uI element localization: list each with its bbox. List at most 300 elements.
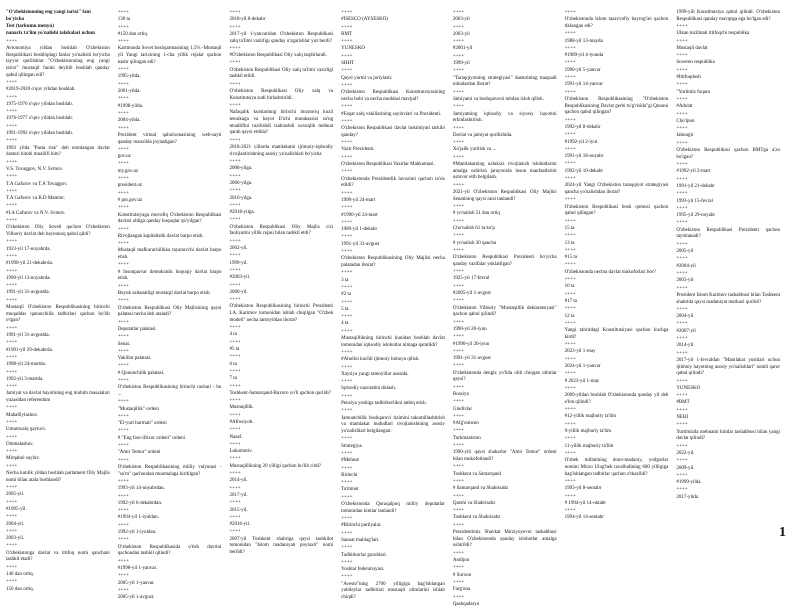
text-line: #2005-yil 1-avgust [452, 291, 491, 297]
text-line: #2 ta [341, 292, 352, 298]
separator-line: ++++ [452, 399, 465, 405]
text-line: 1993-yil 14-noyabrdan. [117, 486, 165, 492]
text-line: 2018-yil 8-dekabr [229, 17, 266, 23]
text-line: #1990-yil 21-dekabrda. [6, 261, 53, 267]
text-line: Nafaqalik kurslarinng birinchi muxtoriq kuzil tenuikaga va hayot Il'ichi mutahassisi so'ng muallifini tuzilishdi izahlashdi xuxuqlik mehnat qarab qaysi etdida? [229, 110, 334, 136]
separator-line: ++++ [564, 478, 576, 484]
text-line: 1976-1977 o'quv yilidan boshlab. [6, 116, 74, 122]
text-line: Yurtimizda mehnatni kimlar tashabbusi bilan yangi davlat qilindi? [676, 429, 781, 442]
separator-line: ++++ [229, 398, 241, 404]
separator-line: ++++ [564, 277, 576, 283]
separator-line: ++++ [341, 219, 353, 225]
text-line: "Mustaqillik" ordeni [117, 406, 159, 412]
separator-line: ++++ [341, 465, 353, 471]
separator-line: ++++ [341, 328, 353, 334]
separator-line: ++++ [341, 24, 353, 30]
separator-line: ++++ [117, 241, 129, 247]
text-line: 1991-yil 31-avgustda. [6, 290, 50, 296]
separator-line: ++++ [564, 176, 576, 182]
text-line: 2008-yilga. [229, 166, 253, 172]
text-line: #ISESCO (AYSESKO) [341, 17, 389, 23]
text-line: 1994-yil 14-sentabr [564, 515, 604, 521]
separator-line: ++++ [676, 162, 688, 168]
separator-line: ++++ [341, 140, 353, 146]
separator-line: ++++ [117, 205, 129, 211]
separator-line: ++++ [564, 262, 576, 268]
text-line: Prezident Islom Karimov tashabbusi bilan Toshkent shahrida qaysi madaniyat markazi qurildi? [676, 292, 781, 305]
separator-line: ++++ [341, 574, 353, 580]
text-line: Qarshi va Shahrisabz [452, 500, 496, 506]
text-line: #1991-yil 29-dekabrda. [6, 347, 53, 353]
separator-line: ++++ [229, 441, 241, 447]
text-line: Qaysi yurtni va joriylash: [341, 75, 393, 81]
text-line: 1992-yil 10-dekabr [564, 168, 604, 174]
separator-line: ++++ [117, 81, 129, 87]
text-line: Ommalashuv. [6, 441, 34, 447]
text-line: #1989-yil 4-iyunda [564, 53, 604, 59]
text-line: 1992-yil 6-dekabrdan. [117, 500, 163, 506]
separator-line: ++++ [117, 161, 129, 167]
text-line: Rivojlangan kapitalistik davlat barpo etish. [117, 233, 204, 239]
text-line: O'zbekiston Vilhoriy "Mustaqillik deklaratsiyasi" qachon qabul qilindi? [452, 305, 557, 318]
text-line: #Ittifoqdosh [676, 75, 701, 81]
text-line: O'zbekistonda Qoraqalpoq milliy deputatlar tomonidan kimlar tanlandi? [341, 502, 445, 514]
text-line: 2005-yil. [6, 492, 25, 498]
text-line: O'zbekiston Respublikasining birinchi Prezidenti I.A. Karimov tomonidan ishlab chiqilgan "O'zbek modeli" necha tamoyildan iborat? [229, 304, 334, 323]
separator-line: ++++ [564, 75, 576, 81]
separator-line: ++++ [117, 262, 129, 268]
text-line: Tadbirkorlar guruhlari. [341, 552, 387, 558]
text-line: Avtonomiya yildan boshlab O'zbekiston Respublikasi boshliqdagi fanlar yo'nalishi bo'yicha tayyor qurilishlar "O'zbekistonning eng yangi tarixi" mustaqil fanini deyilib boshlab qanday qabul qilingan edi? [6, 45, 110, 78]
separator-line: ++++ [6, 514, 18, 520]
text-line: #2018-yilga. [229, 210, 255, 216]
separator-line: ++++ [6, 499, 18, 505]
separator-line: ++++ [6, 80, 18, 85]
text-line: Cho'nalish 61 ta ko'p [452, 225, 495, 231]
separator-line: ++++ [676, 82, 688, 88]
text-line: O'zbekiston Respublikasi davlat hokimiyati tarkibi qanday? [341, 126, 445, 138]
separator-line: ++++ [341, 559, 353, 565]
separator-line: ++++ [117, 96, 129, 102]
separator-line: ++++ [229, 81, 241, 87]
text-line: Andijon [452, 558, 470, 564]
separator-line: ++++ [564, 10, 576, 15]
text-line: #2019-2020 o'quv yilidan boshlab. [6, 87, 76, 93]
separator-line: ++++ [564, 356, 576, 362]
separator-line: ++++ [117, 125, 129, 131]
separator-line: ++++ [676, 321, 688, 327]
text-line: O'zbekistonga davlat va ittifoq nomi qanchani tashkil etadi? [6, 550, 110, 563]
separator-line: ++++ [676, 422, 688, 428]
text-line: Jahongir [676, 133, 694, 139]
text-line: 1991-yil 14-yanvar [564, 82, 604, 88]
text-line: Umumxalq qaytuvi. [6, 427, 46, 433]
separator-line: ++++ [229, 471, 241, 477]
separator-line: ++++ [452, 508, 465, 514]
text-line: 1993-yil 15-fevral [676, 198, 713, 204]
text-line: Qashqadaryo [452, 601, 480, 607]
separator-line: ++++ [117, 443, 129, 449]
separator-line: ++++ [229, 456, 241, 462]
separator-line: ++++ [341, 379, 353, 385]
separator-line: ++++ [676, 306, 688, 312]
text-line: 1999-yil. [229, 260, 248, 266]
text-line: my.gov.uz [117, 168, 139, 174]
text-line: 1993-yil 8-sentabr [564, 486, 602, 492]
text-line: 1923-yil 17-noyabrda. [6, 246, 51, 252]
text-line: Vazir Prezidenti. [341, 147, 375, 153]
text-column-7 [676, 10, 780, 561]
separator-line: ++++ [341, 270, 353, 276]
text-line: Mustaqillikning 20 yilligi qachon bo'lib o'tdi? [229, 463, 322, 469]
separator-line: ++++ [452, 413, 465, 419]
text-line: 1998-yil 24-martda. [6, 362, 46, 368]
text-line: O'zbekiston Respublikasi Konstitutsiyasining necha bobi va necha moddasi mavjud? [341, 90, 445, 102]
separator-line: ++++ [564, 450, 576, 456]
separator-line: ++++ [117, 348, 129, 354]
separator-line: ++++ [341, 349, 353, 355]
separator-line: ++++ [676, 378, 688, 384]
text-line: 11-yillik majburiy ta'lim [564, 443, 614, 449]
text-line: #2001-yil [452, 46, 473, 52]
separator-line: ++++ [229, 217, 241, 223]
separator-line: ++++ [452, 182, 465, 188]
separator-line: ++++ [676, 53, 688, 59]
separator-line: ++++ [676, 270, 688, 276]
separator-line: ++++ [341, 393, 353, 399]
separator-line: ++++ [564, 291, 576, 297]
separator-line: ++++ [117, 587, 129, 593]
text-line: 1991-yil 21-dekabr [676, 183, 715, 189]
separator-line: ++++ [676, 205, 688, 211]
separator-line: ++++ [6, 564, 18, 570]
text-line: 2023-yil 1-may [564, 349, 596, 355]
separator-line: ++++ [564, 407, 576, 413]
page-number: 1 [779, 525, 786, 540]
text-line: #1995-yil. [6, 506, 27, 512]
separator-line: ++++ [117, 176, 129, 182]
separator-line: ++++ [452, 140, 465, 146]
separator-line: ++++ [676, 487, 688, 493]
text-line: 13 ta [564, 240, 575, 246]
text-line: # Samarqand va Shahrisabz [452, 486, 509, 492]
text-line: 9-yillik majburiy ta'lim [564, 429, 612, 435]
text-line: 2005-yil [676, 249, 694, 255]
text-line: 1991-yil 18-noyabr [564, 154, 604, 160]
text-line: Rossiya [452, 391, 469, 397]
text-line: 2000-yil. [229, 289, 248, 295]
text-line: Jamiyat va davlat hayotining eng muhim masalalari yuzasidan referendum [6, 391, 110, 404]
text-line: #Afg'oniston [452, 421, 479, 427]
text-line: #Faqat xalq vakillarining saylovlari va Prezidenti. [341, 111, 442, 117]
separator-line: ++++ [6, 188, 18, 194]
separator-line: ++++ [452, 565, 465, 571]
text-line: Prezident virtual qabulxonasining web-sayti qanday manzilda joylashgan? [117, 132, 222, 145]
separator-line: ++++ [564, 89, 576, 95]
separator-line: ++++ [564, 117, 576, 123]
separator-line: ++++ [676, 241, 688, 247]
separator-line: ++++ [117, 190, 129, 196]
separator-line: ++++ [229, 514, 241, 520]
separator-line: ++++ [117, 522, 129, 528]
text-line: "Avesto"ning 2700 yilligiga bag'ishlangan yubileylar tadbirlari mustaqil olimlarini ishlab chiqdi? [341, 581, 445, 601]
separator-line: ++++ [676, 285, 688, 291]
separator-line: ++++ [341, 169, 353, 175]
text-line: #Aholini kuchli ijtimoiy himoya qilish. [341, 357, 420, 363]
separator-line: ++++ [229, 202, 241, 208]
separator-line: ++++ [229, 500, 241, 506]
separator-line: ++++ [117, 377, 129, 383]
text-line: Gindivlar [452, 406, 473, 412]
separator-line: ++++ [564, 233, 576, 239]
separator-line: ++++ [6, 384, 18, 390]
text-line: O'zbekiston Respublikasi Prezidenti bo'yicha qanday vazifalar yuklatilgan? [452, 255, 557, 267]
separator-line: ++++ [452, 579, 465, 585]
text-line: # pm.gov.uz [117, 197, 143, 203]
text-line: "El-yurt hurmati" ordeni [117, 421, 167, 427]
text-line: O'zbekiston Respublikasining "O'zbekiston Respublikasining Davlat gerbi to'g'risida"gi Qonuni qachon qabul qilingan? [564, 96, 669, 116]
text-line: Mirqabol saylov. [6, 456, 40, 462]
text-line: O'zbekiston Respublikasining Oliy Majlisi necha palatadan iborat? [341, 256, 445, 269]
separator-line: ++++ [452, 428, 465, 434]
text-line: 1991-yil 31-avgust [341, 241, 380, 247]
separator-line: ++++ [341, 154, 353, 160]
text-line: Farg'ona [452, 587, 471, 593]
text-line: YUNESKO [341, 46, 366, 52]
separator-line: ++++ [452, 154, 465, 160]
separator-line: ++++ [117, 110, 129, 116]
text-line: "O'zbekistonning eng yangi tarixi" fani bo'yicha [6, 10, 91, 22]
separator-line: ++++ [676, 67, 688, 73]
separator-line: ++++ [6, 268, 18, 274]
separator-line: ++++ [452, 298, 465, 304]
text-line: 2003-yil [452, 31, 470, 37]
separator-line: ++++ [564, 146, 576, 152]
separator-line: ++++ [229, 188, 241, 194]
text-line: O'zbekistonda dengiz yo'lida olib chiqqan olimlar qaysi? [452, 370, 557, 383]
separator-line: ++++ [6, 297, 18, 303]
text-line: #I.A Gafurov va N.V. Svmov. [6, 210, 66, 216]
separator-line: ++++ [117, 298, 129, 304]
separator-line: ++++ [117, 39, 129, 45]
separator-line: ++++ [452, 550, 465, 556]
separator-line: ++++ [117, 508, 129, 514]
separator-line: ++++ [341, 494, 353, 500]
text-line: Konstitutsiyaga muvofiq O'zbekiston Respublikasi davlati oldiga qanday huquqlar qo'yilgan? [117, 212, 222, 225]
text-line: # yo'nalish 30 qancha [452, 240, 497, 246]
separator-line: ++++ [564, 436, 576, 442]
text-line: "Amir Temur" ordeni [117, 450, 161, 456]
separator-line: ++++ [341, 450, 353, 456]
separator-line: ++++ [6, 340, 18, 346]
separator-line: ++++ [229, 60, 241, 66]
separator-line: ++++ [6, 174, 18, 180]
text-line: Mustaqillikning birinchi kunidan boshlab davlat tomonidan iqtisodiy islohotlar nimaga qaratildi? [341, 335, 445, 348]
text-line: Mustaqil mafkurachilikka tayanuvchi davlat barpo etish. [117, 248, 222, 261]
text-line: 2004-yilda. [117, 118, 141, 124]
text-line: 2017-yil. [229, 492, 248, 498]
separator-line: ++++ [341, 530, 353, 536]
text-line: 6 ta [229, 361, 237, 367]
separator-line: ++++ [117, 319, 129, 325]
separator-line: ++++ [229, 282, 241, 288]
text-line: 2017-yil 1-yanvaridan O'zbekiston Respublikasi xalq ta'limi vazirligi qanday o'zgarishlar yuz berdi? [229, 31, 334, 44]
text-line: Xo'jalik yuritish va ... [452, 147, 497, 153]
text-line: #O'zbekiston Respublikasi Oliy xalq taqdirlandi. [229, 53, 327, 59]
separator-line: ++++ [6, 283, 18, 289]
separator-line: ++++ [452, 363, 465, 369]
text-line: "Taraqqiyotning strategiyasi" dasturining maqsadi nimalardan iborat? [452, 75, 557, 88]
text-line: 1975-1976 o'quv yilidan boshlab. [6, 101, 74, 107]
text-line: #12-yillik majburiy ta'lim [564, 414, 617, 420]
text-line: Deputatlar palatasi. [117, 326, 157, 332]
text-line: 2017-yil 1-fevraldan "Mamlakat yoshlari uchun ijtimoiy hayotning asosiy yo'nalishlari" nomli qaror qabul qilindi? [676, 357, 781, 377]
separator-line: ++++ [452, 283, 465, 289]
text-line: president.uz [117, 183, 143, 189]
separator-line: ++++ [564, 132, 576, 138]
text-line: SHHT [341, 61, 355, 67]
text-line: 140 dan ortiq. [6, 572, 34, 578]
text-line: Mustaqil O'zbekiston Respublikasining birinchi muqaddas qanunchilik tadbirlari qachon bo'lib o'tgan? [6, 305, 110, 324]
separator-line: ++++ [229, 159, 241, 165]
text-line: # Qonunchilik palatasi. [117, 370, 165, 376]
separator-line: ++++ [6, 543, 18, 549]
text-line: YUNESKO [676, 385, 701, 391]
text-line: O'zbekiston Respublikasi Oliy Majlis o'zi faoliyatini yillik rejasi bilan tashkil etdi? [229, 224, 334, 237]
separator-line: ++++ [117, 573, 129, 579]
text-line: Turkmaniston [452, 435, 481, 441]
separator-line: ++++ [229, 485, 241, 491]
separator-line: ++++ [117, 67, 129, 73]
separator-line: ++++ [6, 369, 18, 375]
text-line: 10 ta [564, 284, 575, 290]
separator-line: ++++ [564, 161, 576, 167]
text-line: #2003-yil. [229, 275, 251, 281]
separator-line: ++++ [229, 253, 241, 259]
text-line: #Mehnat [341, 458, 359, 464]
separator-line: ++++ [341, 284, 353, 290]
text-line: O'zbekiston Oliy Soveti qachon O'zbekiston Vilhoriy davlat deb bayonnoq qabul qildi? [6, 225, 110, 238]
separator-line: ++++ [6, 579, 18, 585]
text-line: O'zbekiston Respublikasida o'tish davrini qachondan tashkil qilindi? [117, 544, 222, 557]
text-line: Mustaqillik. [229, 405, 254, 411]
text-line: #BMT [676, 400, 690, 406]
text-line: 1992-yil 8-dekabr [564, 124, 601, 130]
separator-line: ++++ [564, 218, 576, 224]
text-line: O'zbekiston Respublikasi Oliy Majlisining qaysi palatasi necha deb ataladi? [117, 305, 222, 318]
text-line: 2018-2021 yillarda mamlakatni ijtimoiy-iqtisodiy rivojlantirishning asosiy yo'nalishlari bo'yicha [229, 145, 334, 157]
text-line: 4 ta [341, 321, 349, 327]
text-line: 2004-yil [676, 314, 694, 320]
separator-line: ++++ [676, 393, 688, 399]
separator-line: ++++ [117, 558, 129, 564]
text-line: Jamiyatni va boshqaruvni tubdan isloh qilish. [452, 96, 544, 102]
text-line: 2022-yil. [676, 450, 695, 456]
separator-line: ++++ [341, 516, 353, 522]
text-line: # yo'nalish 51 dan ortiq [452, 211, 500, 217]
text-line: #Mamlakatning uzluksiz rivojlanish islohotlarini amalga oshirish jarayonida inson manfaatlarini ustuvor etib belgilash. [452, 162, 557, 181]
text-line: Lokomotiv. [229, 449, 253, 455]
separator-line: ++++ [564, 342, 576, 348]
separator-line: ++++ [229, 412, 241, 418]
text-line: O'zbekiston Respublikasi Prezidenti qachon tayinlanadi? [676, 227, 781, 240]
text-line: O'zbekiston Respublikasi Oliy xalq ta'limi vazirligi tashkil etildi. [229, 67, 334, 80]
separator-line: ++++ [229, 325, 241, 331]
separator-line: ++++ [341, 314, 353, 320]
separator-line: ++++ [6, 109, 18, 115]
text-line: Davlat va jamiyat qurilishida. [452, 132, 513, 138]
text-line: Strategiya. [341, 443, 363, 449]
text-line: BMT [341, 31, 352, 37]
text-line: Iqtisodiy nazoratini tiklash. [341, 386, 397, 392]
separator-line: ++++ [229, 137, 241, 143]
separator-line: ++++ [341, 364, 353, 370]
text-line: Toshkent va Samarqand [452, 471, 501, 477]
text-line: O'zbek millatining dono-madaniy, yodgorlar nomini Mirzo Ulug'bek tavalludining 600 yilligiga bag'ishlangan tadbirlar qachon o'tkazildi? [564, 458, 669, 477]
separator-line: ++++ [6, 94, 18, 100]
separator-line: ++++ [6, 434, 18, 440]
text-column-6 [565, 10, 669, 561]
text-line: 1993 yilda "Pasta risk" deb nomlangan davlat dasturi kitobi muallifi kim? [6, 145, 110, 158]
separator-line: ++++ [564, 371, 576, 377]
text-line: Jamiyatning iqtisodiy va siyosiy hayotini erkinlashtirish. [452, 111, 557, 124]
text-line: 2014-yil [676, 343, 694, 349]
text-line: #Adolat [676, 104, 693, 110]
separator-line: ++++ [6, 419, 18, 425]
text-line: T.A Gafurov va T.A Tovaggov. [6, 181, 68, 187]
separator-line: ++++ [452, 89, 465, 95]
text-line: 2002-yil. [229, 246, 248, 252]
text-line: 1925-yil 17-fevral [452, 276, 490, 282]
text-line: 12 ta [564, 313, 575, 319]
text-line: #Afrosiyob. [229, 419, 254, 425]
separator-line: ++++ [452, 233, 465, 239]
text-column-3 [229, 10, 333, 561]
separator-line: ++++ [6, 38, 18, 44]
text-line: Birinchi [341, 472, 358, 478]
separator-line: ++++ [229, 10, 241, 15]
separator-line: ++++ [6, 485, 18, 491]
separator-line: ++++ [117, 146, 129, 152]
separator-line: ++++ [676, 443, 688, 449]
text-line: 2024-yil 1-yanvar [564, 363, 601, 369]
separator-line: ++++ [341, 104, 353, 110]
separator-line: ++++ [452, 125, 465, 131]
separator-line: ++++ [117, 413, 129, 419]
text-line: O'zbekiston Respublikasining milliy valyutasi - "so'm" qachondan muomalaga kiritilgan? [117, 464, 222, 477]
separator-line: ++++ [452, 218, 465, 224]
text-line: Toshkent va Shahrisabz [452, 515, 501, 521]
text-line: #15 ta [564, 255, 577, 261]
separator-line: ++++ [229, 354, 241, 360]
separator-line: ++++ [6, 218, 18, 224]
text-line: Suveren respublika [676, 60, 715, 66]
separator-line: ++++ [564, 421, 576, 427]
text-line: #1998-yilda. [117, 103, 144, 109]
text-line: Test (tarkumu menyu) [6, 24, 54, 29]
separator-line: ++++ [341, 190, 353, 196]
text-line: #1999-yilda [676, 480, 701, 486]
separator-line: ++++ [341, 39, 353, 45]
text-line: 2014-yil. [229, 478, 248, 484]
text-line: 1990-yil 13-noyabrda. [6, 275, 51, 281]
text-line: 2016-yilga. [229, 195, 253, 201]
text-line: O'zbekiston Respublikasining birinchi raxbari - bu ... [117, 385, 222, 397]
separator-line: ++++ [564, 306, 576, 312]
separator-line: ++++ [6, 463, 18, 469]
separator-line: ++++ [452, 478, 465, 484]
text-line: 1990-yil 20-iyun [452, 326, 487, 332]
